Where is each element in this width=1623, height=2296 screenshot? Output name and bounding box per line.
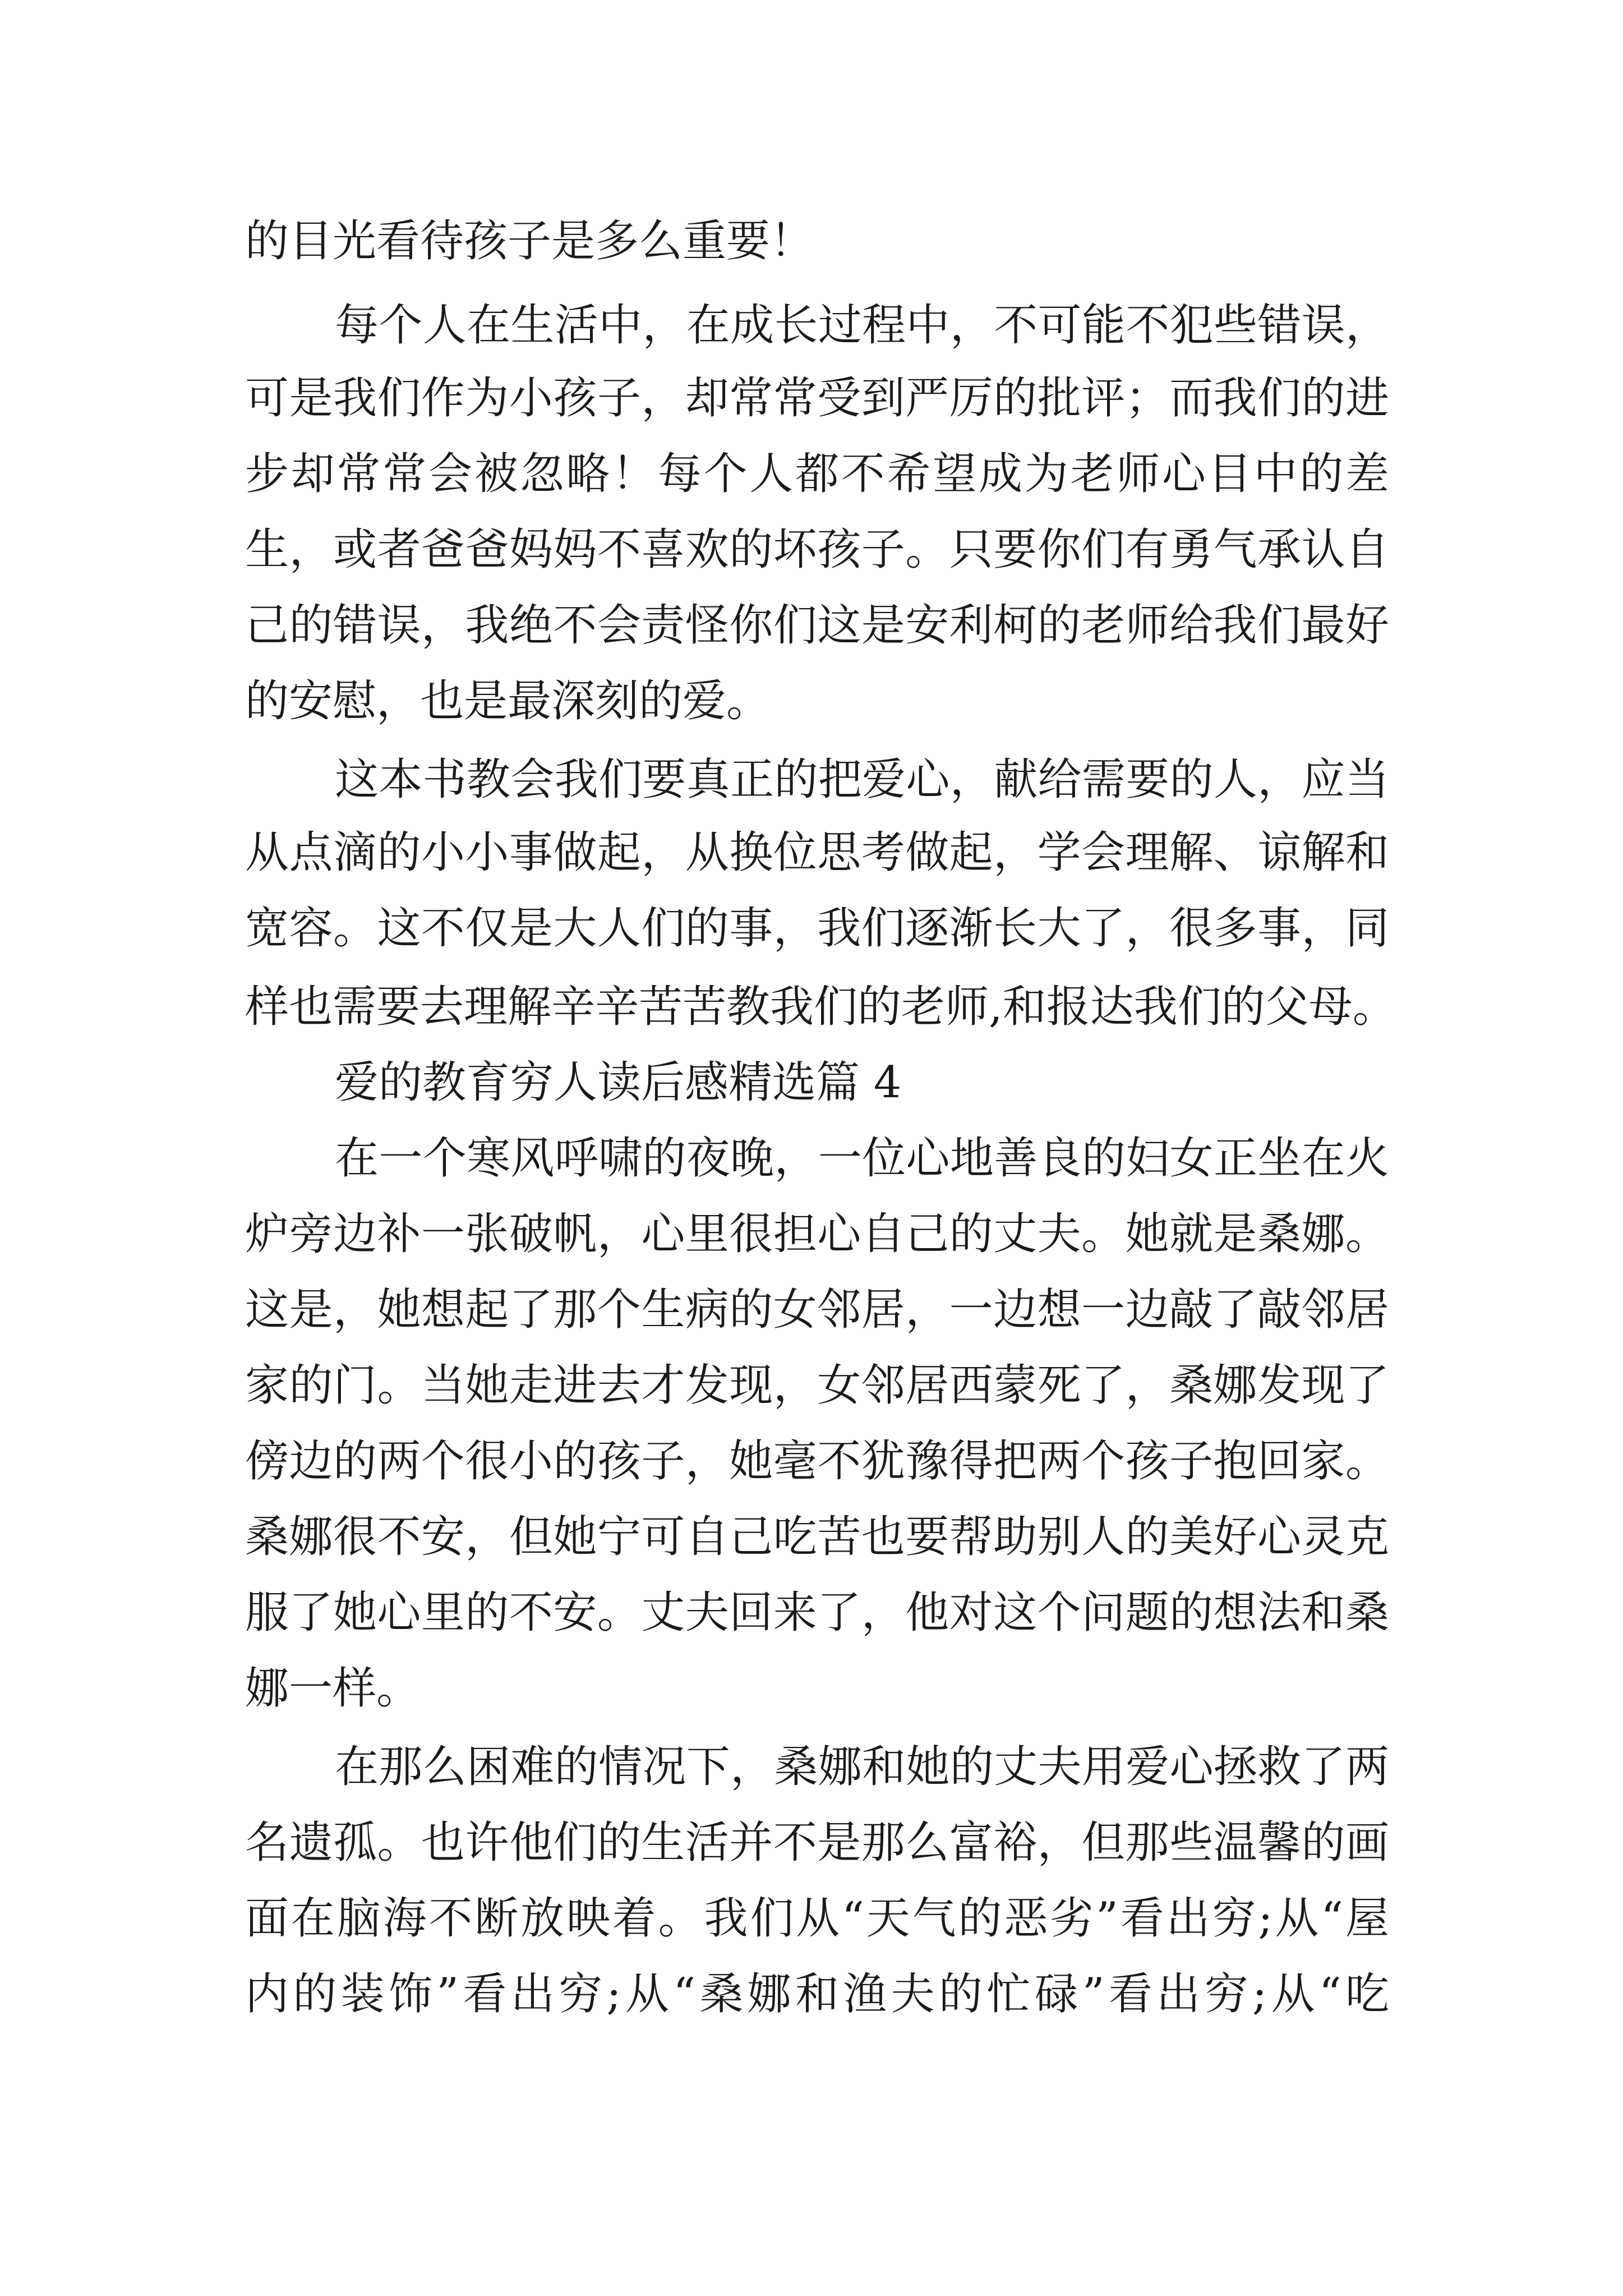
paragraph-line: 傍边的两个很小的孩子，她毫不犹豫得把两个孩子抱回家。 [245,1436,1389,1487]
paragraph-line: 样也需要去理解辛辛苦苦教我们的老师,和报达我们的父母。 [245,982,1396,1032]
paragraph-line: 服了她心里的不安。丈夫回来了，他对这个问题的想法和桑 [245,1588,1389,1638]
paragraph-line: 桑娜很不安，但她宁可自己吃苦也要帮助别人的美好心灵克 [245,1512,1389,1562]
paragraph-line: 这本书教会我们要真正的把爱心，献给需要的人，应当 [335,754,1389,805]
paragraph-line: 家的门。当她走进去才发现，女邻居西蒙死了，桑娜发现了 [245,1360,1389,1411]
paragraph-line: 炉旁边补一张破帆，心里很担心自己的丈夫。她就是桑娜。 [245,1209,1389,1259]
paragraph-line: 每个人在生活中，在成长过程中，不可能不犯些错误， [335,300,1389,351]
paragraph-line: 在那么困难的情况下，桑娜和她的丈夫用爱心拯救了两 [335,1742,1389,1792]
paragraph-line: 可是我们作为小孩子，却常常受到严厉的批评；而我们的进 [245,373,1389,424]
paragraph-line: 的目光看待孩子是多么重要！ [245,216,814,266]
paragraph-line: 名遗孤。也许他们的生活并不是那么富裕，但那些温馨的画 [245,1818,1389,1868]
paragraph-line: 从点滴的小小事做起，从换位思考做起，学会理解、谅解和 [245,827,1389,878]
paragraph-line: 这是，她想起了那个生病的女邻居，一边想一边敲了敲邻居 [245,1285,1389,1335]
paragraph-line: 娜一样。 [245,1663,421,1714]
paragraph-line: 生，或者爸爸妈妈不喜欢的坏孩子。只要你们有勇气承认自 [245,524,1389,575]
paragraph-line: 在一个寒风呼啸的夜晚，一位心地善良的妇女正坐在火 [335,1133,1389,1184]
paragraph-line: 面在脑海不断放映着。我们从“天气的恶劣”看出穷;从“屋 [245,1893,1389,1944]
paragraph-line: 内的装饰”看出穷;从“桑娜和渔夫的忙碌”看出穷;从“吃 [245,1969,1389,2019]
section-heading: 爱的教育穷人读后感精选篇 4 [335,1057,902,1108]
paragraph-line: 己的错误，我绝不会责怪你们这是安利柯的老师给我们最好 [245,600,1389,651]
paragraph-line: 宽容。这不仅是大人们的事，我们逐渐长大了，很多事，同 [245,903,1389,954]
paragraph-line: 步却常常会被忽略！每个人都不希望成为老师心目中的差 [245,449,1389,499]
paragraph-line: 的安慰，也是最深刻的爱。 [245,676,771,726]
